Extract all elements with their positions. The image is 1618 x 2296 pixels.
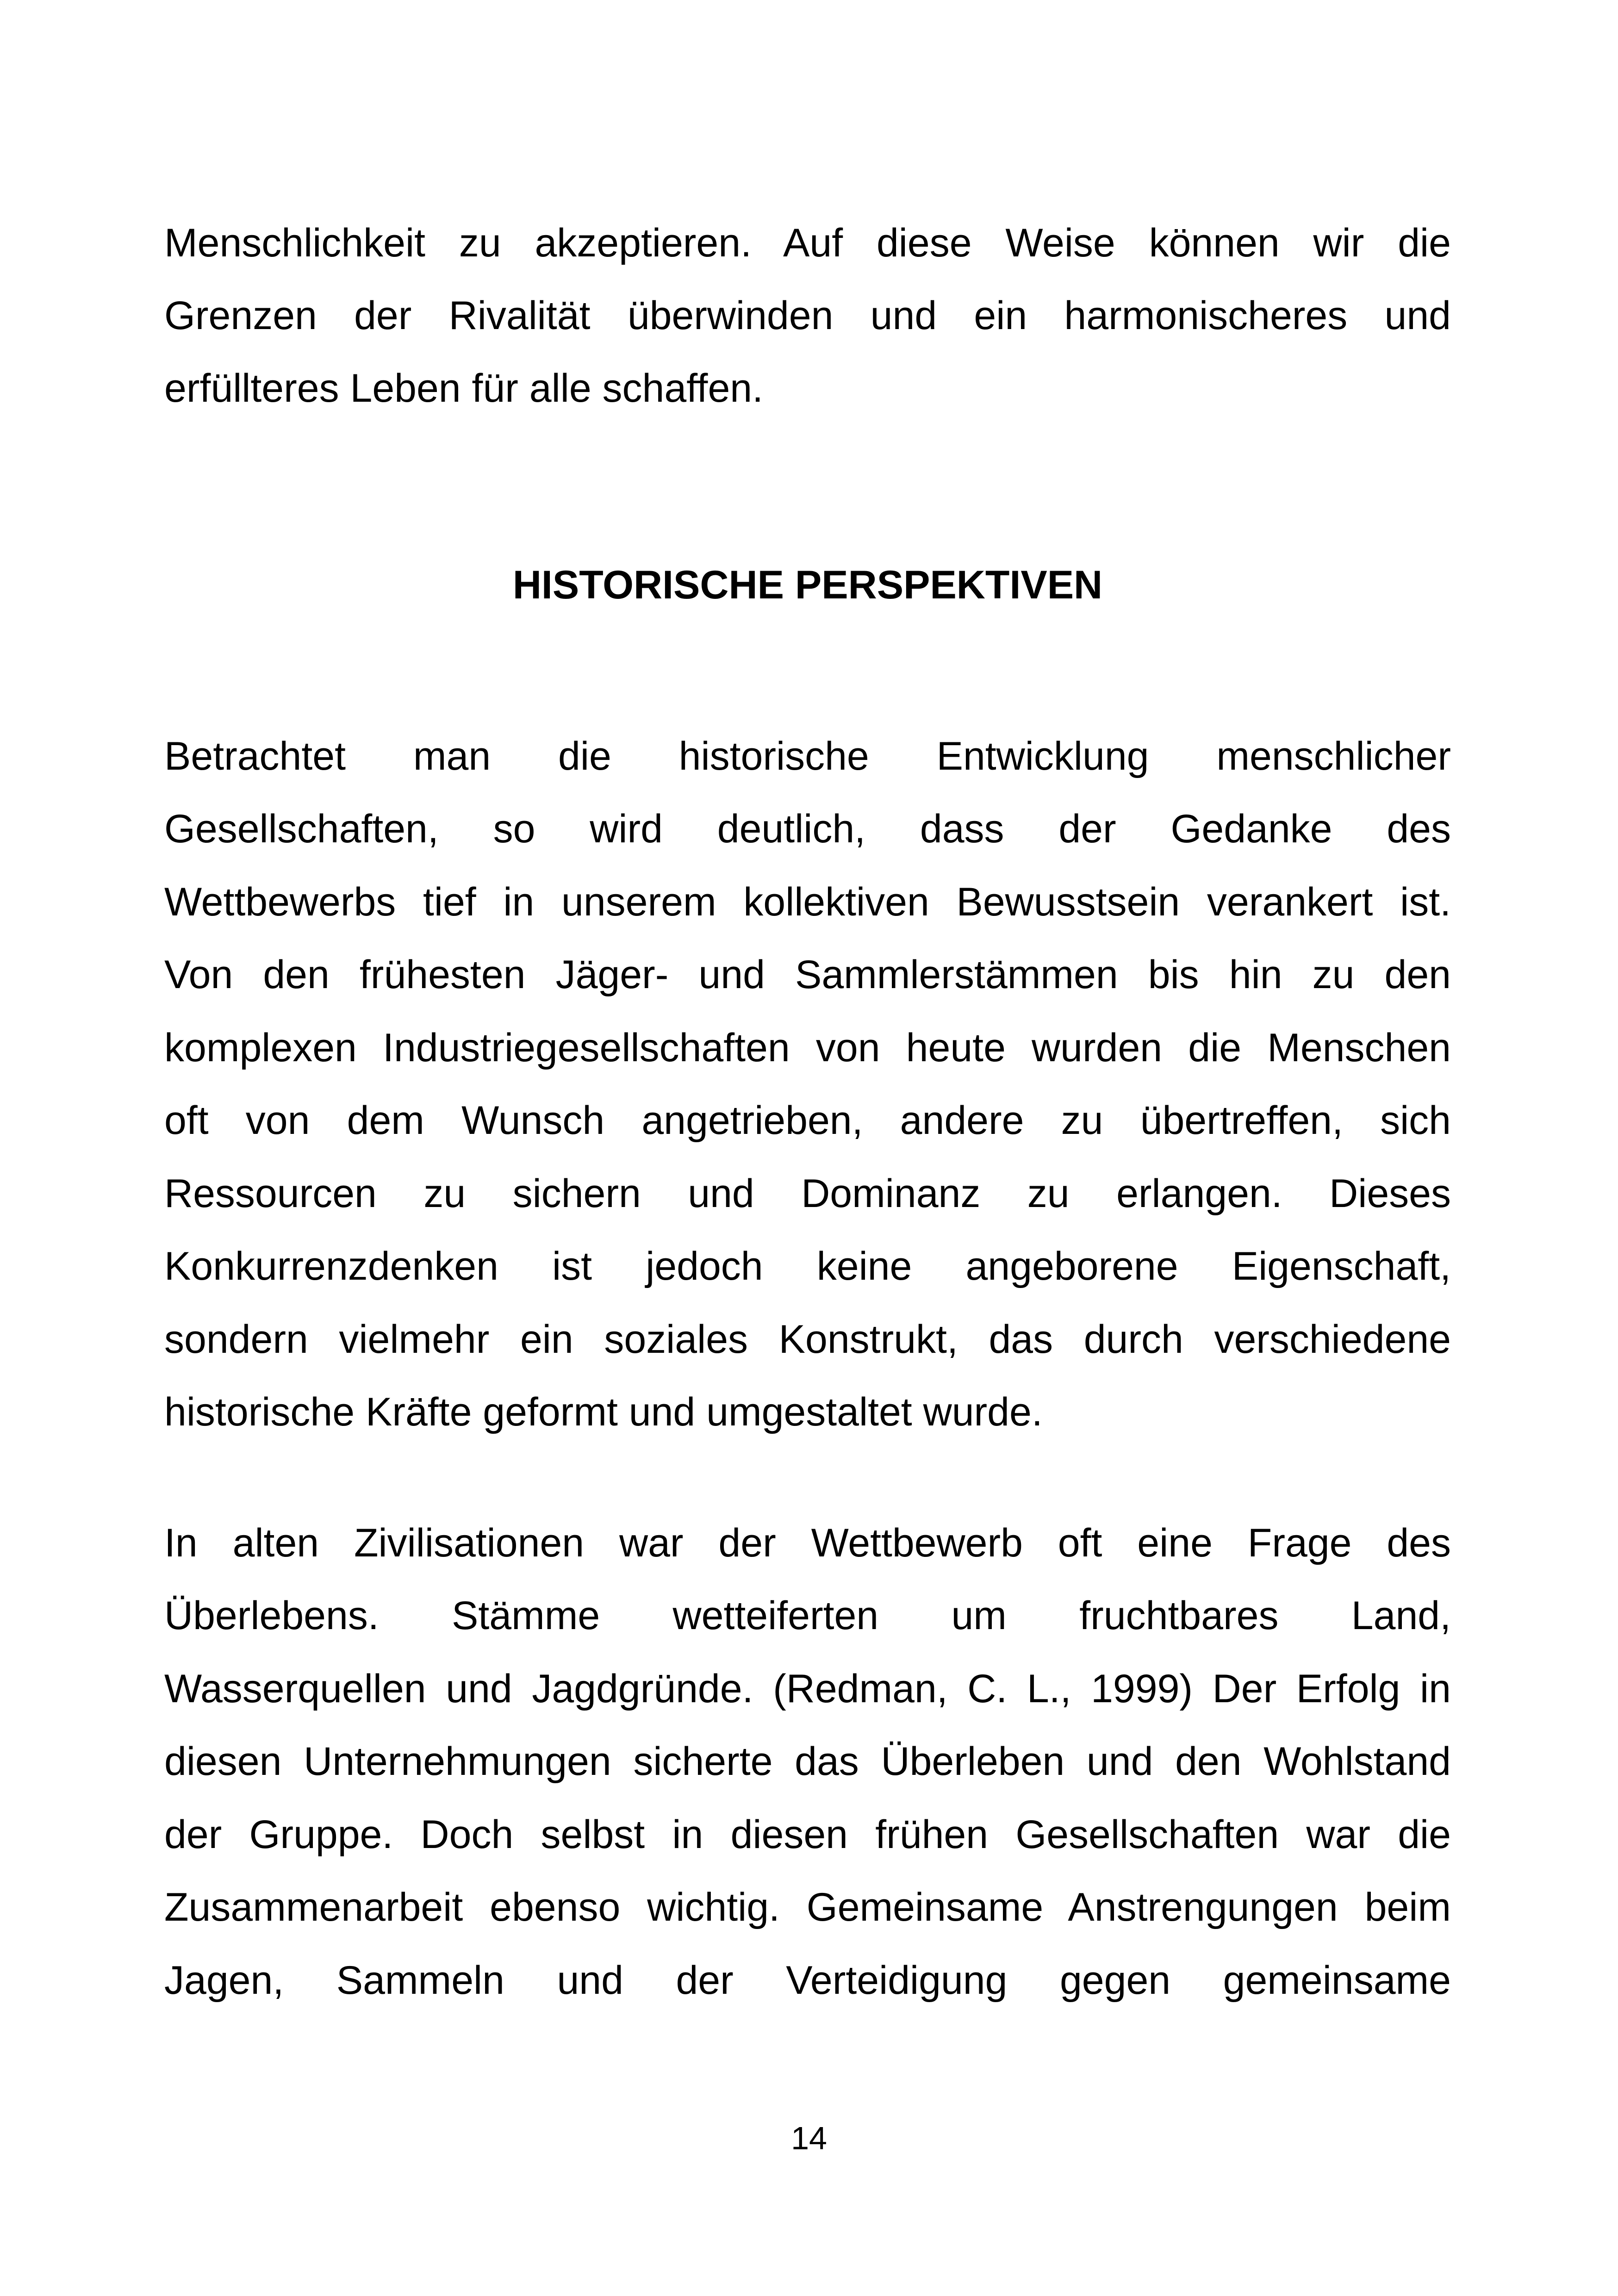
- text-line: oft von dem Wunsch angetrieben, andere zu übertreffen, sich: [164, 1098, 1451, 1143]
- text-line: Wettbewerbs tief in unserem kollektiven Bewusstsein verankert ist.: [164, 880, 1451, 924]
- text-line: Grenzen der Rivalität überwinden und ein harmonischeres und: [164, 293, 1451, 338]
- text-line: Ressourcen zu sichern und Dominanz zu erlangen. Dieses: [164, 1171, 1451, 1216]
- text-line: Von den frühesten Jäger- und Sammlerstämmen bis hin zu den: [164, 952, 1451, 997]
- text-line: Gesellschaften, so wird deutlich, dass der Gedanke des: [164, 807, 1451, 851]
- page-number: 14: [791, 2120, 827, 2156]
- text-line: erfüllteres Leben für alle schaffen.: [164, 366, 763, 411]
- text-line: Wasserquellen und Jagdgründe. (Redman, C. L., 1999) Der Erfolg in: [164, 1667, 1451, 1711]
- text-line: der Gruppe. Doch selbst in diesen frühen Gesellschaften war die: [164, 1812, 1451, 1857]
- text-line: sondern vielmehr ein soziales Konstrukt, das durch verschiedene: [164, 1317, 1451, 1362]
- text-line: komplexen Industriegesellschaften von heute wurden die Menschen: [164, 1026, 1451, 1070]
- text-line: diesen Unternehmungen sicherte das Überleben und den Wohlstand: [164, 1739, 1451, 1784]
- text-line: Überlebens. Stämme wetteiferten um fruchtbares Land,: [164, 1593, 1451, 1638]
- text-line: Jagen, Sammeln und der Verteidigung gegen gemeinsame: [164, 1958, 1451, 2003]
- text-line: Betrachtet man die historische Entwicklung menschlicher: [164, 734, 1451, 778]
- section-heading: HISTORISCHE PERSPEKTIVEN: [512, 563, 1103, 607]
- text-line: Konkurrenzdenken ist jedoch keine angeborene Eigenschaft,: [164, 1244, 1451, 1288]
- text-line: In alten Zivilisationen war der Wettbewerb oft eine Frage des: [164, 1521, 1451, 1565]
- text-line: Zusammenarbeit ebenso wichtig. Gemeinsame Anstrengungen beim: [164, 1885, 1451, 1929]
- text-line: Menschlichkeit zu akzeptieren. Auf diese Weise können wir die: [164, 221, 1451, 265]
- text-line: historische Kräfte geformt und umgestaltet wurde.: [164, 1390, 1043, 1434]
